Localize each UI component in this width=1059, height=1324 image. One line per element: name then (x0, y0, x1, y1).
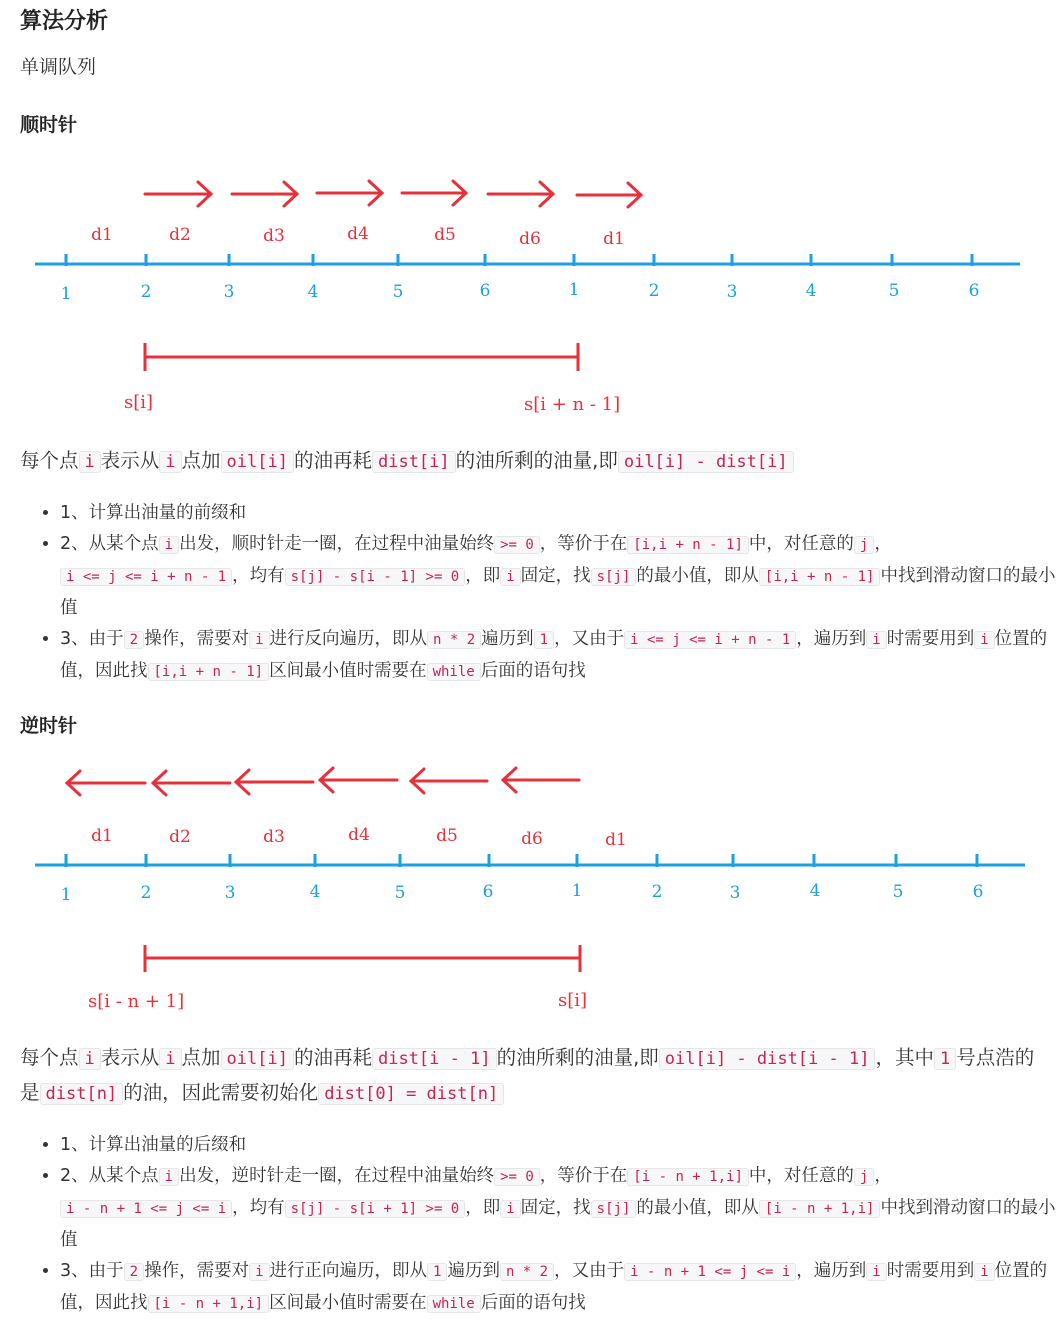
tick-label: 3 (223, 282, 235, 302)
direction-arrow (577, 183, 641, 207)
tick-label: 2 (651, 882, 663, 902)
tick-label: 5 (392, 282, 404, 302)
list-item: • 3、由于 2 操作，需要对 i 进行正向遍历，即从 1 遍历到 n * 2 ，又由于 i - n + 1 <= j <= i ，遍历到 i 时需要用到 i 位置的值，因此找 [i - n + 1,i] 区间最小值时需要在 while 后面的语句找 (60, 1256, 1059, 1320)
segment-label: d2 (169, 225, 191, 245)
range-bracket (145, 343, 578, 371)
tick-label: 5 (394, 883, 406, 903)
tick-label: 4 (307, 282, 319, 302)
range-start-label: s[i - n + 1] (88, 991, 185, 1012)
tick-label: 2 (648, 281, 660, 301)
list-item: • 2、从某个点 i 出发，逆时针走一圈，在过程中油量始终 >= 0 ，等价于在 [i - n + 1,i] 中，对任意的 j ，i - n + 1 <= j <= i ，均有 s[j] - s[i + 1] >= 0 ，即 i 固定，找 s[j] 的最小值，即从 [i - n + 1,i] 中找到滑动窗口的最小值 (60, 1161, 1059, 1256)
subtitle: 单调队列 (20, 56, 97, 78)
tick-label: 4 (805, 281, 817, 301)
tick-label: 2 (140, 282, 152, 302)
segment-label: d5 (436, 826, 458, 846)
segment-label: d2 (169, 827, 191, 847)
direction-arrow (67, 771, 145, 795)
tick-label: 6 (479, 281, 491, 301)
range-bracket (145, 945, 580, 972)
segment-label: d1 (91, 826, 113, 846)
segment-label: d3 (263, 226, 285, 246)
counterclockwise-paragraph: 每个点 i 表示从 i 点加 oil[i] 的油再耗 dist[i - 1] 的油所剩的油量,即 oil[i] - dist[i - 1] ，其中 1 号点浩的是 dist[n] 的油，因此需要初始化 dist[0] = dist[n] (20, 1046, 1035, 1104)
direction-arrow (411, 769, 487, 793)
segment-label: d1 (605, 830, 627, 850)
range-start-label: s[i] (124, 392, 154, 413)
segment-label: d6 (519, 229, 541, 249)
tick-label: 1 (571, 881, 583, 901)
segment-label: d1 (603, 229, 625, 249)
tick-label: 4 (809, 881, 821, 901)
segment-label: d3 (263, 827, 285, 847)
segment-label: d6 (521, 829, 543, 849)
direction-arrow (488, 182, 553, 206)
direction-arrow (317, 181, 382, 205)
list-item: • 3、由于 2 操作，需要对 i 进行反向遍历，即从 n * 2 遍历到 1 ，又由于 i <= j <= i + n - 1 ，遍历到 i 时需要用到 i 位置的值，因此找 [i,i + n - 1] 区间最小值时需要在 while 后面的语句找 (60, 624, 1059, 688)
tick-label: 5 (892, 882, 904, 902)
direction-arrow (236, 770, 313, 794)
direction-arrow (402, 181, 466, 205)
tick-label: 1 (60, 885, 72, 905)
direction-arrow (145, 182, 211, 206)
direction-arrow (153, 771, 230, 795)
tick-label: 6 (972, 882, 984, 902)
tick-label: 5 (888, 281, 900, 301)
segment-label: d5 (434, 225, 456, 245)
clockwise-heading: 顺时针 (20, 114, 78, 136)
tick-label: 3 (224, 883, 236, 903)
range-end-label: s[i] (558, 990, 588, 1011)
clockwise-diagram (0, 160, 1059, 430)
segment-label: d4 (348, 825, 370, 845)
direction-arrow (232, 182, 297, 206)
tick-label: 1 (60, 284, 72, 304)
counterclockwise-steps (38, 1130, 1059, 1320)
tick-label: 3 (726, 282, 738, 302)
list-item: • 1、计算出油量的前缀和 (60, 498, 1059, 529)
tick-label: 6 (482, 882, 494, 902)
tick-label: 1 (568, 280, 580, 300)
tick-label: 4 (309, 882, 321, 902)
list-item: • 2、从某个点 i 出发，顺时针走一圈，在过程中油量始终 >= 0 ，等价于在 [i,i + n - 1] 中，对任意的 j ，i <= j <= i + n - 1 ，均有 s[j] - s[i - 1] >= 0 ，即 i 固定，找 s[j] 的最小值，即从 [i,i + n - 1] 中找到滑动窗口的最小值 (60, 529, 1059, 624)
direction-arrow (503, 768, 579, 792)
tick-label: 6 (968, 281, 980, 301)
direction-arrow (320, 768, 397, 792)
tick-label: 2 (140, 883, 152, 903)
tick-label: 3 (729, 883, 741, 903)
list-item: • 1、计算出油量的后缀和 (60, 1130, 1059, 1161)
segment-label: d1 (91, 225, 113, 245)
segment-label: d4 (347, 224, 369, 244)
page-title: 算法分析 (20, 9, 109, 34)
range-end-label: s[i + n - 1] (524, 394, 621, 415)
counterclockwise-heading: 逆时针 (20, 715, 78, 737)
clockwise-paragraph: 每个点 i 表示从 i 点加 oil[i] 的油再耗 dist[i] 的油所剩的油量,即 oil[i] - dist[i] (20, 444, 1050, 479)
clockwise-steps (38, 498, 1059, 688)
counterclockwise-diagram (0, 750, 1059, 1030)
